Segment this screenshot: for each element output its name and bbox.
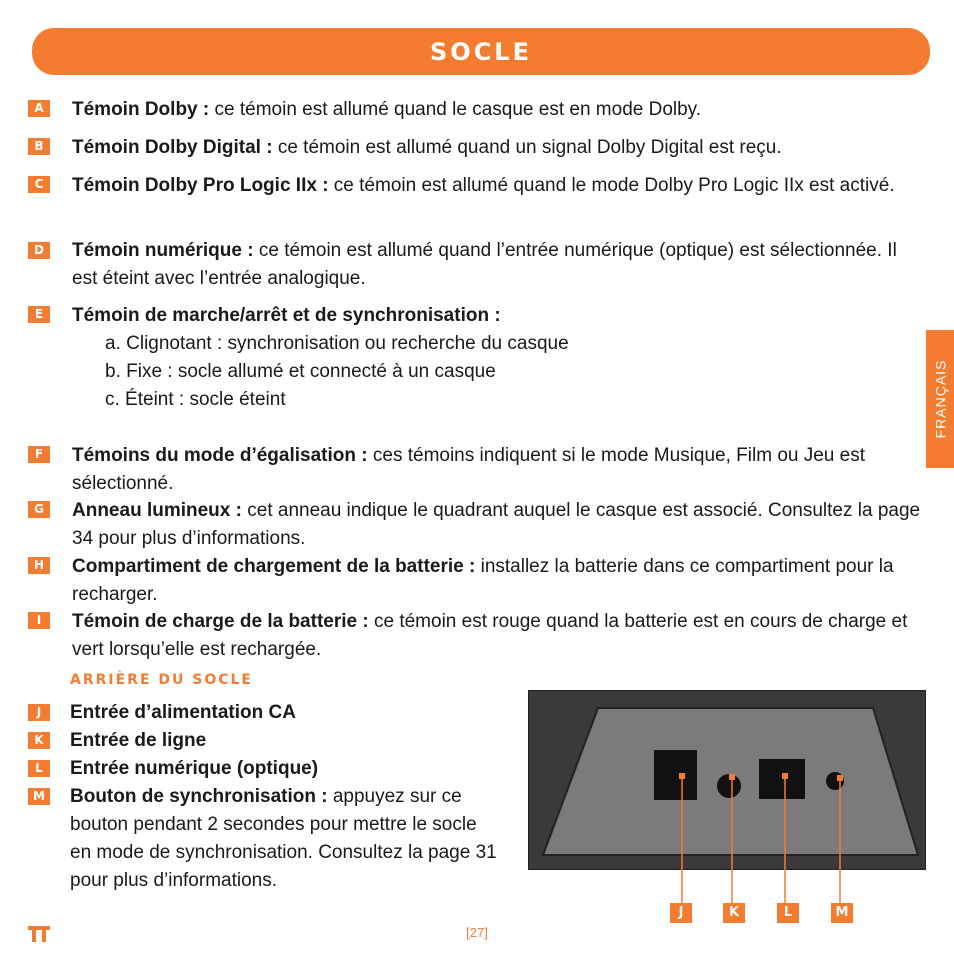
rear-item-k-title: Entrée de ligne: [70, 730, 207, 751]
badge-m: M: [28, 788, 50, 805]
badge-f: F: [28, 446, 50, 463]
badge-b: B: [28, 138, 50, 155]
item-h-title: Compartiment de chargement de la batterie :: [72, 556, 476, 577]
rear-item-l-title: Entrée numérique (optique): [70, 758, 319, 779]
item-f-desc: ces témoins indiquent si le mode Musique, Film ou Jeu est sélectionné.: [72, 445, 865, 494]
figure-label-j: J: [670, 903, 692, 923]
item-a-title: Témoin Dolby :: [72, 99, 210, 120]
item-c-desc: ce témoin est allumé quand le mode Dolby Pro Logic IIx est activé.: [328, 175, 895, 196]
page-number: [27]: [466, 925, 488, 940]
rear-heading: ARRIÈRE DU SOCLE: [70, 672, 253, 688]
rear-item-m-title: Bouton de synchronisation :: [70, 786, 328, 807]
dot-k: [729, 774, 735, 780]
figure-label-k: K: [723, 903, 745, 923]
item-d-desc: ce témoin est allumé quand l’entrée numérique (optique) est sélectionnée. Il est éteint avec l’entrée analogique.: [72, 240, 897, 289]
item-g-desc: cet anneau indique le quadrant auquel le casque est associé. Consultez la page 34 pour plus d’informations.: [72, 500, 921, 549]
badge-c: C: [28, 176, 50, 193]
item-i-desc: ce témoin est rouge quand la batterie est en cours de charge et vert lorsqu’elle est rechargée.: [72, 611, 908, 660]
badge-a: A: [28, 100, 50, 117]
item-b-title: Témoin Dolby Digital :: [72, 137, 273, 158]
item-c-title: Témoin Dolby Pro Logic IIx :: [72, 175, 329, 196]
item-e-sub-a: a. Clignotant : synchronisation ou recherche du casque: [105, 333, 569, 354]
dot-m: [837, 775, 843, 781]
item-b-desc: ce témoin est allumé quand un signal Dolby Digital est reçu.: [272, 137, 782, 158]
figure-label-m: M: [831, 903, 853, 923]
item-i-title: Témoin de charge de la batterie :: [72, 611, 369, 632]
badge-l: L: [28, 760, 50, 777]
figure-label-l: L: [777, 903, 799, 923]
rear-item-j-title: Entrée d’alimentation CA: [70, 702, 296, 723]
section-title: SOCLE: [430, 37, 532, 66]
badge-e: E: [28, 306, 50, 323]
item-h-desc: installez la batterie dans ce compartiment pour la recharger.: [72, 556, 894, 605]
item-e-sub-b: b. Fixe : socle allumé et connecté à un casque: [105, 361, 496, 382]
rear-item-m-desc: appuyez sur ce bouton pendant 2 secondes pour mettre le socle en mode de synchronisation. Consultez la page 31 pour plus d’informations.: [70, 786, 497, 891]
badge-j: J: [28, 704, 50, 721]
language-tab-label: FRANÇAIS: [932, 359, 949, 439]
badge-i: I: [28, 612, 50, 629]
dot-l: [782, 773, 788, 779]
badge-g: G: [28, 501, 50, 518]
item-e-title: Témoin de marche/arrêt et de synchronisation :: [72, 305, 501, 326]
item-f-title: Témoins du mode d’égalisation :: [72, 445, 368, 466]
item-d-title: Témoin numérique :: [72, 240, 254, 261]
badge-k: K: [28, 732, 50, 749]
badge-h: H: [28, 557, 50, 574]
badge-d: D: [28, 242, 50, 259]
item-e-sub-c: c. Éteint : socle éteint: [105, 389, 286, 410]
dot-j: [679, 773, 685, 779]
item-g-title: Anneau lumineux :: [72, 500, 242, 521]
item-a-desc: ce témoin est allumé quand le casque est en mode Dolby.: [209, 99, 702, 120]
